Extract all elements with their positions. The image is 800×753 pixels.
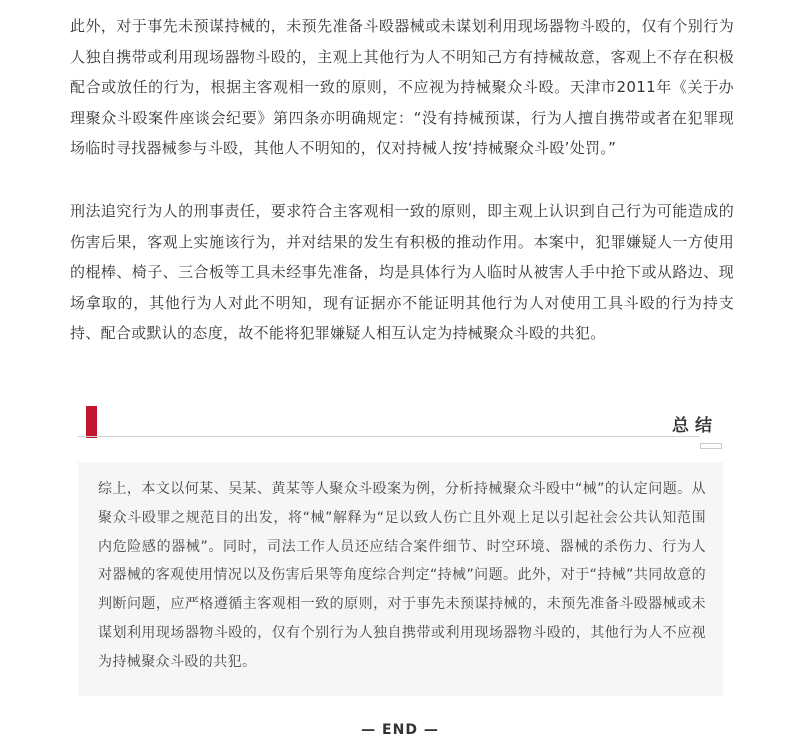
header-ornament [700,443,722,449]
accent-bar [86,406,97,438]
paragraph-2: 刑法追究行为人的刑事责任，要求符合主客观相一致的原则，即主观上认识到自己行为可能造成的伤害后果，客观上实施该行为，并对结果的发生有积极的推动作用。本案中，犯罪嫌疑人一方使用的棍棒、椅子、三合板等工具未经事先准备，均是具体行为人临时从被害人手中抢下或从路边、现场拿取的，其他行为人对此不明知，现有证据亦不能证明其他行为人对使用工具斗殴的行为持支持、配合或默认的态度，故不能将犯罪嫌疑人相互认定为持械聚众斗殴的共犯。 [70,202,734,342]
summary-box [78,462,723,696]
paragraph-1: 此外，对于事先未预谋持械的，未预先准备斗殴器械或未谋划利用现场器物斗殴的，仅有个别行为人独自携带或利用现场器物斗殴的，主观上其他行为人不明知己方有持械故意，客观上不存在积极配合或放任的行为，根据主客观相一致的原则，不应视为持械聚众斗殴。天津市2011年《关于办理聚众斗殴案件座谈会纪要》第四条亦明确规定：“没有持械预谋，行为人擅自携带或者在犯罪现场临时寻找器械参与斗殴，其他人不明知的，仅对持械人按‘持械聚众斗殴’处罚。” [70,17,734,157]
header-divider [78,436,700,437]
summary-text: 综上，本文以何某、吴某、黄某等人聚众斗殴案为例，分析持械聚众斗殴中“械”的认定问题。从聚众斗殴罪之规范目的出发，将“械”解释为“足以致人伤亡且外观上足以引起社会公共认知范围内危险感的器械”。同时，司法工作人员还应结合案件细节、时空环境、器械的杀伤力、行为人对器械的客观使用情况以及伤害后果等角度综合判定“持械”问题。此外，对于“持械”共同故意的判断问题，应严格遵循主客观相一致的原则，对于事先未预谋持械的，未预先准备斗殴器械或未谋划利用现场器物斗殴的，仅有个别行为人独自携带或利用现场器物斗殴的，其他行为人不应视为持械聚众斗殴的共犯。 [98,481,706,670]
end-marker: — END — [361,722,439,738]
summary-section-header [78,403,724,451]
summary-title: 总结 [672,416,718,436]
